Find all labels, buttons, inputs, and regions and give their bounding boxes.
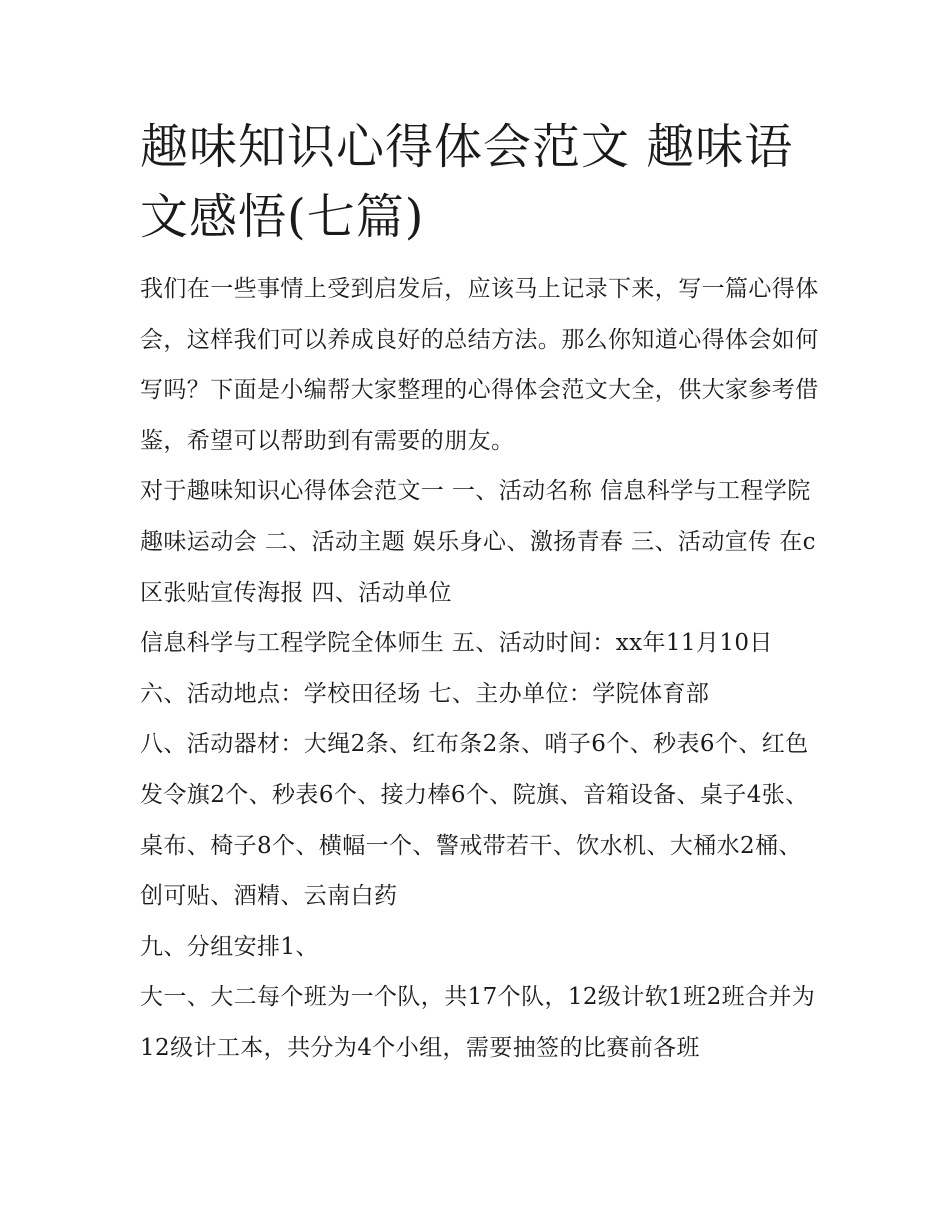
grouping-heading: 九、分组安排1、 [140,933,319,960]
equipment-paragraph: 八、活动器材：大绳2条、红布条2条、哨子6个、秒表6个、红色发令旗2个、秒表6个、接力棒6个、院旗、音箱设备、桌子4张、桌布、椅子8个、横幅一个、警戒带若干、饮水机、大桶水2桶、创可贴、酒精、云南白药 [140,731,809,910]
activity-info-paragraph: 对于趣味知识心得体会范文一 一、活动名称 信息科学与工程学院趣味运动会 二、活动主题 娱乐身心、激扬青春 三、活动宣传 在c区张贴宣传海报 四、活动单位 [140,478,816,606]
participants-time-paragraph: 信息科学与工程学院全体师生 五、活动时间：xx年11月10日 六、活动地点：学校田径场 七、主办单位：学院体育部 [140,630,773,707]
document-title: 趣味知识心得体会范文 趣味语文感悟(七篇) [140,119,794,245]
document-page [140,112,820,1074]
grouping-paragraph: 大一、大二每个班为一个队，共17个队，12级计软1班2班合并为12级计工本，共分为4个小组，需要抽签的比赛前各班 [140,984,816,1061]
intro-paragraph: 我们在一些事情上受到启发后，应该马上记录下来，写一篇心得体会，这样我们可以养成良好的总结方法。那么你知道心得体会如何写吗？下面是小编帮大家整理的心得体会范文大全，供大家参考借鉴，希望可以帮助到有需要的朋友。 [140,276,819,454]
document-body [140,264,820,1074]
